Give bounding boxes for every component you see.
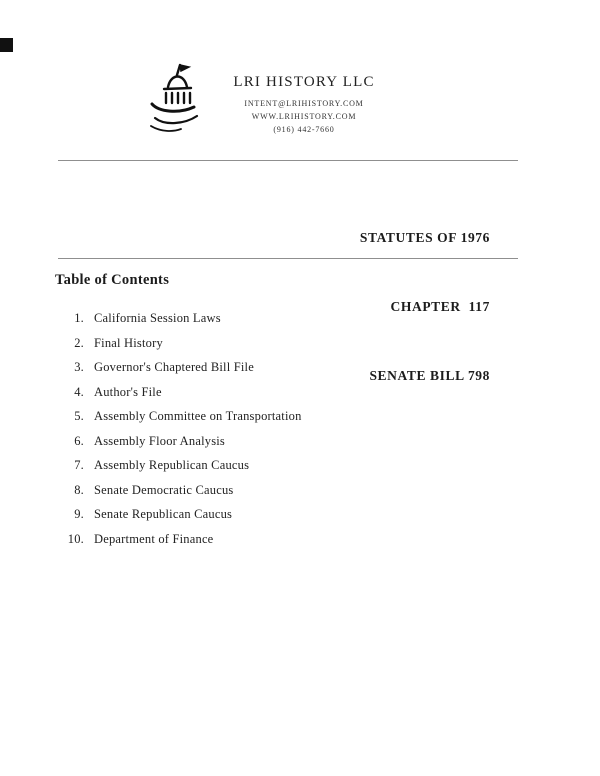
toc-item-label: Final History	[94, 335, 163, 350]
statutes-line: STATUTES OF 1976	[359, 230, 490, 245]
divider-top	[58, 160, 518, 161]
email-line: INTENT@LRIHISTORY.COM	[244, 99, 364, 108]
toc-item-number: 2.	[74, 335, 84, 350]
divider-bottom	[58, 258, 518, 259]
toc-item-label: Assembly Committee on Transportation	[94, 409, 302, 423]
toc-item-label: Governor's Chaptered Bill File	[94, 360, 254, 374]
toc-item-label: Senate Democratic Caucus	[94, 482, 234, 497]
senate-bill-line: SENATE BILL 798	[369, 368, 490, 383]
phone-line: (916) 442-7660	[273, 125, 335, 134]
toc-item	[57, 478, 302, 503]
toc-item-number: 6.	[74, 433, 84, 448]
toc-item-number: 7.	[74, 458, 84, 472]
toc-item	[57, 380, 302, 405]
website-line: WWW.LRIHISTORY.COM	[251, 112, 357, 121]
toc-item-number: 4.	[74, 384, 84, 399]
toc-item-number: 8.	[74, 482, 84, 497]
toc-item	[57, 331, 302, 356]
toc-item-label: Assembly Republican Caucus	[94, 458, 250, 472]
toc-item	[57, 429, 302, 454]
toc-item-label: Assembly Floor Analysis	[94, 433, 225, 448]
toc-item	[57, 453, 302, 478]
statute-reference-block	[360, 180, 490, 433]
toc-list	[57, 306, 302, 551]
toc-item	[57, 502, 302, 527]
toc-item-label: Senate Republican Caucus	[94, 507, 233, 521]
toc-item-number: 5.	[74, 409, 84, 423]
toc-item-label: California Session Laws	[94, 311, 221, 325]
toc-item	[57, 527, 302, 552]
toc-item-label: Author's File	[94, 384, 162, 399]
toc-item-number: 10.	[67, 531, 84, 546]
toc-item-label: Department of Finance	[94, 531, 214, 546]
toc-title: Table of Contents	[55, 272, 170, 288]
toc-item	[57, 404, 302, 429]
toc-item-number: 9.	[74, 507, 84, 521]
capitol-logo-icon	[143, 60, 211, 140]
letterhead	[143, 60, 379, 140]
scan-artifact-mark	[0, 38, 13, 52]
toc-item	[57, 306, 302, 331]
toc-item-number: 3.	[74, 360, 84, 374]
letterhead-text	[229, 60, 379, 136]
company-name: LRI HISTORY LLC	[233, 74, 375, 90]
chapter-line: CHAPTER 117	[390, 299, 490, 314]
toc-item-number: 1.	[74, 311, 84, 325]
toc-item	[57, 355, 302, 380]
